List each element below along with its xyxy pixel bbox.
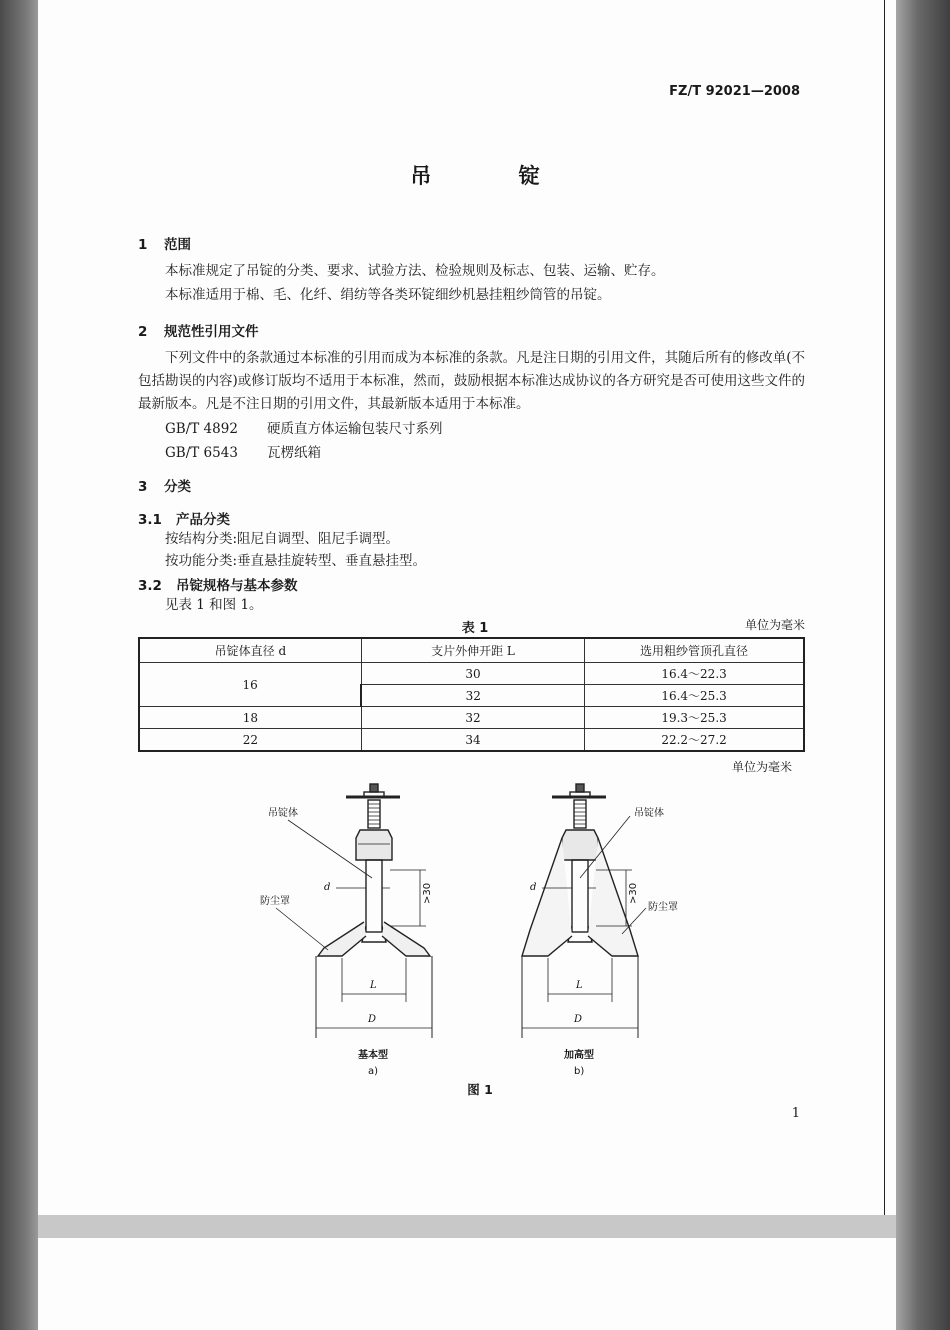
section-number: 3 [138,479,148,495]
section-number: 3.1 [138,512,162,528]
table-cell-d: 18 [139,707,361,729]
spindle-body [356,830,392,860]
label-D: D [368,1014,377,1025]
table-cell-L: 30 [361,663,584,685]
section-title: 分类 [164,479,191,495]
figure-caption: 图 1 [467,1082,493,1097]
section-title: 吊锭规格与基本参数 [176,578,298,594]
table-cell-hole: 16.4～22.3 [585,663,804,685]
page-gap [38,1215,896,1238]
figure-a-basic [276,784,432,1038]
base-sides [522,956,638,1038]
section-1-para-2: 本标准适用于棉、毛、化纤、绢纺等各类环锭细纱机悬挂粗纱筒管的吊锭。 [165,287,611,303]
section-3-1-para-1: 按结构分类:阻尼自调型、阻尼手调型。 [165,531,400,547]
dimension-30 [390,870,426,926]
standard-code: FZ/T 92021—2008 [669,84,800,99]
label-body: 吊锭体 [268,808,298,819]
section-3-1-heading [138,508,230,528]
label-dust: 防尘罩 [648,902,678,913]
label-L: L [370,980,377,991]
reference-item [165,441,321,461]
knob [576,784,584,792]
figure-b-raised [522,784,646,1038]
dust-cover [318,922,430,956]
reference-item [165,417,443,437]
section-2-para-1: 下列文件中的条款通过本标准的引用而成为本标准的条款。凡是注日期的引用文件，其随后所有的修改单(不包括勘误的内容)或修订版均不适用于本标准，然而，鼓励根据本标准达成协议的各方研究是否可使用这些文件的最新版本。凡是不注日期的引用文件，其最新版本适用于本标准。 [138,350,805,412]
section-number: 1 [138,237,148,253]
next-page [38,1238,896,1330]
table-cell-hole: 19.3～25.3 [585,707,804,729]
page-edge-line [884,0,885,1215]
thread-lines [368,804,380,824]
table-row [139,729,804,752]
label-D: D [574,1014,583,1025]
section-number: 3.2 [138,578,162,594]
figure-unit: 单位为毫米 [731,760,792,774]
label-L: L [576,980,583,991]
table-cell-d: 16 [139,663,361,707]
table-cell-L: 34 [361,729,584,752]
label-30: >30 [422,882,433,904]
leader-dust [276,908,328,950]
section-title: 产品分类 [176,512,230,528]
section-3-2-para-1: 见表 1 和图 1。 [165,597,263,613]
section-3-1-para-2: 按功能分类:垂直悬挂旋转型、垂直悬挂型。 [165,553,427,569]
section-3-2-heading [138,574,298,594]
figure-1-drawing [240,780,700,1110]
reference-title: 瓦楞纸箱 [267,445,321,461]
table-header-cell: 选用粗纱管顶孔直径 [585,638,804,663]
table-cell-L: 32 [361,685,584,707]
right-scan-border [896,0,950,1330]
label-d: d [530,882,537,893]
table-cell-d: 22 [139,729,361,752]
section-1-para-1: 本标准规定了吊锭的分类、要求、试验方法、检验规则及标志、包装、运输、贮存。 [165,263,665,279]
label-body: 吊锭体 [634,808,664,819]
base-sides [316,956,432,1038]
table-cell-L: 32 [361,707,584,729]
table-cell-hole: 22.2～27.2 [585,729,804,752]
left-scan-border [0,0,38,1330]
reference-code: GB/T 4892 [165,421,238,437]
table-cell-hole: 16.4～25.3 [585,685,804,707]
section-1-heading [138,233,191,253]
section-title: 规范性引用文件 [164,324,259,340]
table-header-cell: 支片外伸开距 L [361,638,584,663]
table-unit: 单位为毫米 [744,618,805,632]
document-title: 吊 锭 [410,164,580,188]
label-dust: 防尘罩 [260,896,290,907]
table-header-row [139,638,804,663]
figure-b-sub: b) [574,1066,585,1077]
table-row [139,663,804,685]
table-header-cell: 吊锭体直径 d [139,638,361,663]
page-number: 1 [791,1106,800,1121]
label-d: d [324,882,331,893]
reference-code: GB/T 6543 [165,445,238,461]
spindle-body [562,830,598,860]
section-2-heading [138,320,259,340]
section-3-heading [138,475,191,495]
reference-title: 硬质直方体运输包装尺寸系列 [267,421,443,437]
label-30: >30 [628,882,639,904]
table-row [139,707,804,729]
thread-lines [574,804,586,824]
section-number: 2 [138,324,148,340]
shaft [366,860,382,932]
section-title: 范围 [164,237,191,253]
knob [370,784,378,792]
figure-b-name: 加高型 [564,1050,594,1061]
table-caption: 表 1 [461,621,489,636]
figure-a-name: 基本型 [358,1050,388,1061]
spec-table [138,637,805,752]
figure-a-sub: a) [368,1066,379,1077]
